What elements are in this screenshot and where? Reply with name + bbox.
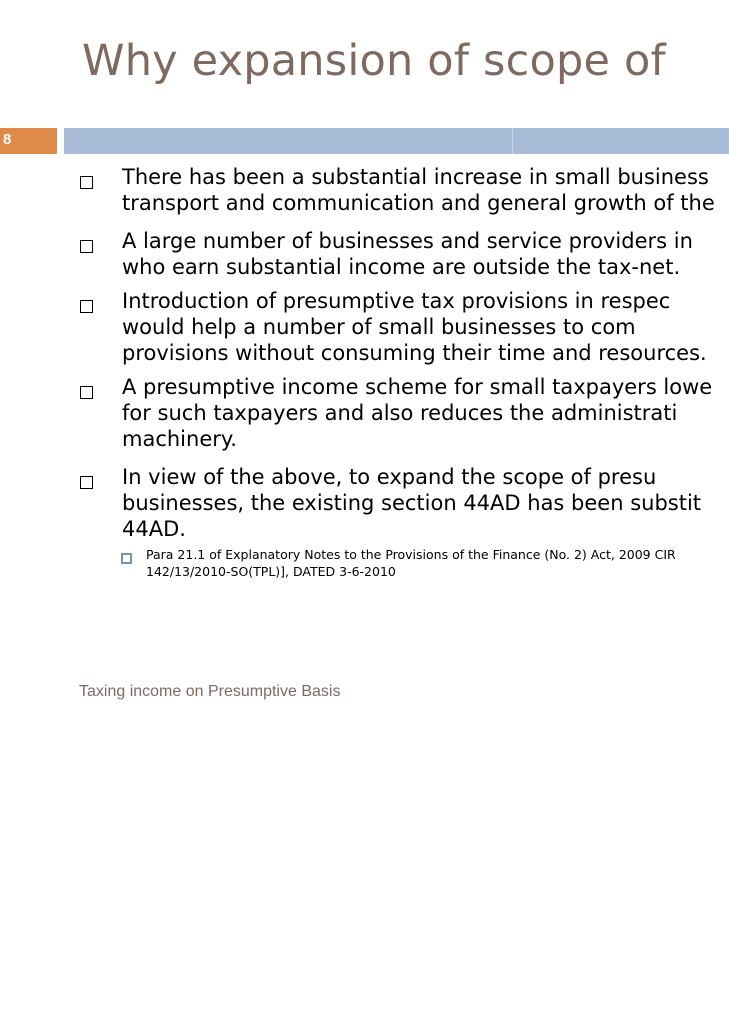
checkbox-bullet-icon — [80, 300, 93, 313]
checkbox-bullet-icon — [80, 240, 93, 253]
square-bullet-icon — [121, 553, 132, 564]
bullet-text: In view of the above, to expand the scope of presu businesses, the existing section 44AD has been substit 44AD. — [122, 465, 702, 541]
title-underline-bar — [64, 128, 729, 154]
bullet-text: A presumptive income scheme for small taxpayers lowe for such taxpayers and also reduces the administrati machinery. — [122, 375, 713, 451]
bar-divider — [512, 128, 513, 154]
checkbox-bullet-icon — [80, 386, 93, 399]
slide-number: 8 — [3, 131, 12, 148]
bullet-text: A large number of businesses and service providers in who earn substantial income are outside the tax-net. — [122, 229, 693, 279]
sub-bullet-text: Para 21.1 of Explanatory Notes to the Provisions of the Finance (No. 2) Act, 2009 CIR 142/13/2010-SO(TPL)], DATED 3-6-2010 — [146, 547, 676, 579]
bullet-text: There has been a substantial increase in small business transport and communication and general growth of the — [122, 165, 715, 215]
bullet-text: Introduction of presumptive tax provisions in respec would help a number of small businesses to com provisions without consuming their time and resources. — [122, 289, 707, 365]
slide-title: Why expansion of scope of — [82, 36, 666, 86]
checkbox-bullet-icon — [80, 176, 93, 189]
slide-footer: Taxing income on Presumptive Basis — [79, 683, 341, 700]
checkbox-bullet-icon — [80, 476, 93, 489]
slide-number-badge — [0, 128, 57, 154]
